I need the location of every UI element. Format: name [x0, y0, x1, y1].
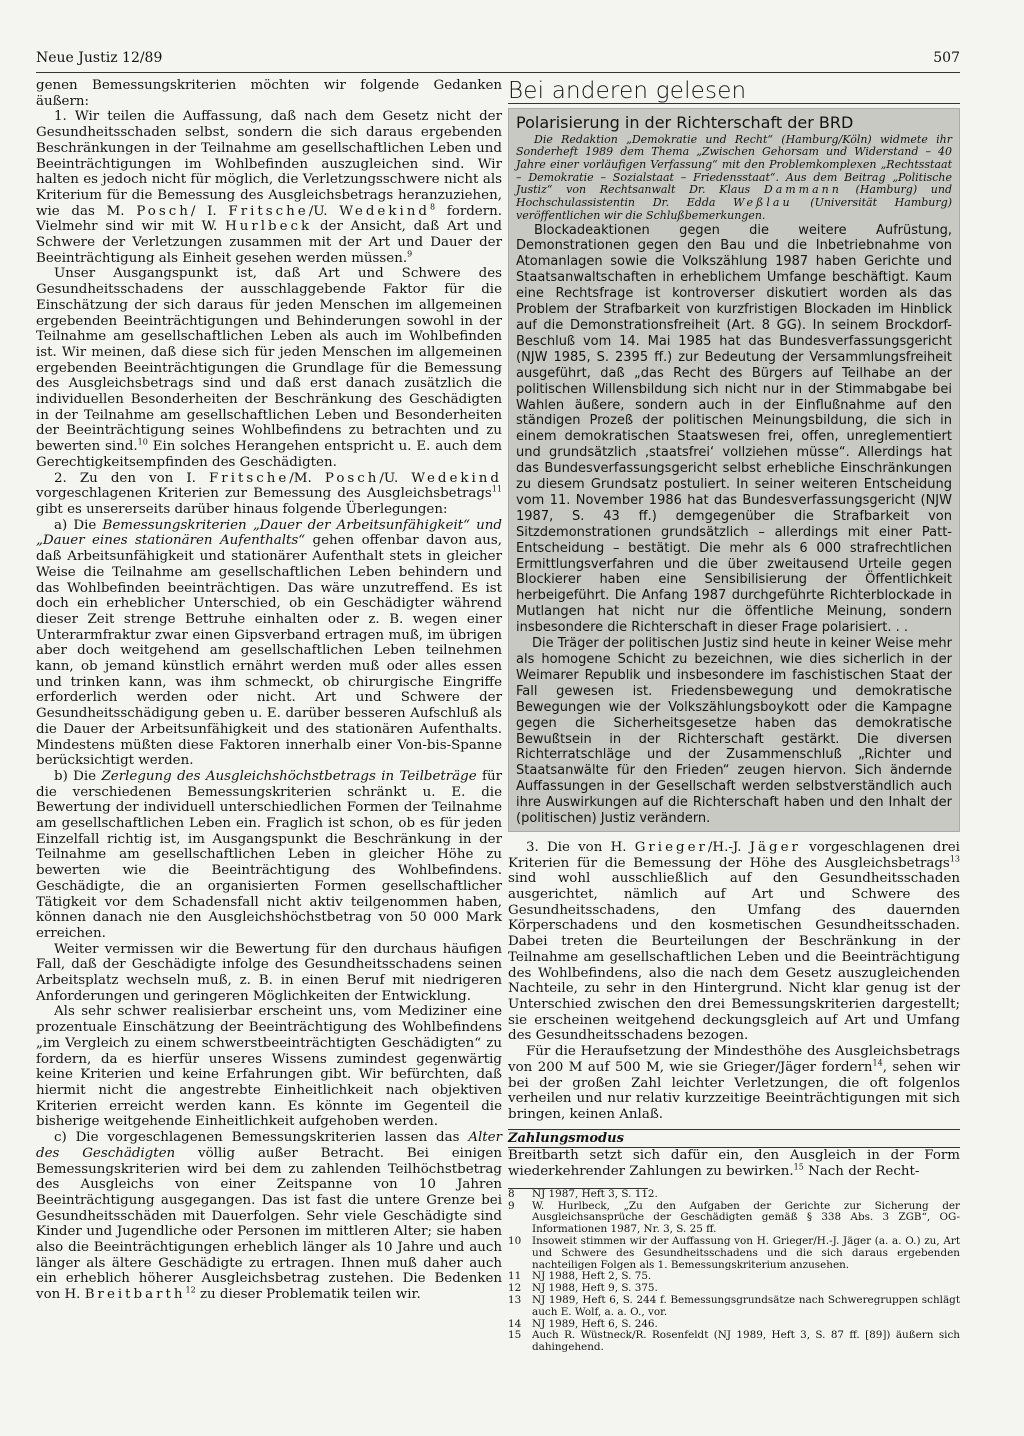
paragraph: Breitbarth setzt sich dafür ein, den Ausgleich in der Form wiederkehrender Zahlungen zu bewirken.$^{15}$ Nach der Recht- — [508, 1148, 960, 1180]
paragraph: b) Die Zerlegung des Ausgleichshöchstbetrags in Teilbeträge für die verschiedenen Bemessungskriterien schränkt u. E. die Bewertung der individuell unterschiedlichen Formen der Teilnahme am gesellschaftlichen Leben ein. Fraglich ist schon, ob es für jeden Einzelfall richtig ist, im Ausgangspunkt die Beschränkung in der Teilnahme am gesellschaftlichen Leben in gleicher Höhe zu bewerten wie die Beeinträchtigung des Wohlbefindens. Geschädigte, die an organisierten Formen gesellschaftlicher Tätigkeit vor dem Schadensfall nicht aktiv teilgenommen haben, können danach nie den Ausgleichshöchstbetrag von 50 000 Mark erreichen. — [36, 768, 502, 941]
paragraph: genen Bemessungskriterien möchten wir folgende Gedanken äußern: — [36, 78, 502, 109]
footnote-text: Insoweit stimmen wir der Auffassung von H. Grieger/H.-J. Jäger (a. a. O.) zu, Art und Schwere des Gesundheitsschadens und die sich daraus ergebenden nachteiligen Folgen als 1. Bemessungskriterium anzusehen. — [532, 1234, 960, 1271]
footnote-ref: 11 — [491, 484, 502, 494]
author-name: Wedekind — [411, 470, 502, 486]
quoted-excerpt-box — [508, 108, 960, 832]
footnote-number: 11 — [508, 1270, 522, 1283]
footnote — [508, 1189, 960, 1201]
paragraph: Als sehr schwer realisierbar erscheint uns, vom Mediziner eine prozentuale Einschätzung der Beeinträchtigung des Wohlbefindens „im Vergleich zu einem schwerstbeeinträchtigten Geschädigten“ zu fordern, da es hierfür unseres Wissens zumindest gegenwärtig keine Kriterien und keine Erfahrungen gibt. Wir befürchten, daß hiermit nicht die angestrebte Einheitlichkeit nach objektiven Kriterien erreicht werden kann. Es könnte im Gegenteil die bisherige weitgehende Einheitlichkeit aufgehoben werden. — [36, 1004, 502, 1130]
footnote — [508, 1201, 960, 1236]
subheading-zahlungsmodus: Zahlungsmodus — [508, 1129, 960, 1149]
footnote-text: Auch R. Wüstneck/R. Rosenfeldt (NJ 1989, Heft 3, S. 87 ff. [89]) äußern sich dahingehend. — [532, 1329, 960, 1354]
paragraph: 2. Zu den von I. Fritsche/M. Posch/U. Wedekind vorgeschlagenen Kriterien zur Bemessung des Ausgleichsbetrags$^{11}$ gibt es unsererseits darüber hinaus folgende Überlegungen: — [36, 470, 502, 517]
journal-issue: Neue Justiz 12/89 — [36, 50, 163, 66]
excerpt-intro: Die Redaktion „Demokratie und Recht“ (Hamburg/Köln) widmete ihr Sonderheft 1989 dem Thema „Zwischen Gehorsam und Widerstand – 40 Jahre einer vorläufigen Verfassung“ mit den Problemkomplexen „Rechtsstaat – Demokratie – Sozialstaat – Friedensstaat“. Aus dem Beitrag „Politische Justiz“ von Rechtsanwalt Dr. Klaus Dammann (Hamburg) und Hochschulassistentin Dr. Edda Weßlau (Universität Hamburg) veröffentlichen wir die Schlußbemerkungen. — [516, 132, 953, 222]
footnote — [508, 1236, 960, 1271]
footnote-text: NJ 1988, Heft 9, S. 375. — [532, 1282, 658, 1295]
author-name: Jäger — [749, 839, 801, 855]
footnote-text: NJ 1988, Heft 2, S. 75. — [532, 1270, 652, 1283]
footnote-number: 15 — [508, 1329, 522, 1342]
page-number: 507 — [933, 50, 960, 66]
footnotes — [508, 1189, 960, 1354]
author-name: Fritsche — [228, 203, 309, 219]
footnote-ref: 8 — [429, 202, 436, 212]
right-column — [508, 78, 960, 1354]
section-title: Bei anderen gelesen — [508, 84, 960, 104]
footnote — [508, 1295, 960, 1319]
footnote-number: 8 — [508, 1187, 515, 1200]
footnote-ref: 10 — [137, 437, 148, 447]
footnote-ref: 12 — [185, 1285, 196, 1295]
footnote-number: 13 — [508, 1293, 522, 1306]
page-header — [36, 48, 960, 73]
footnote-text: NJ 1989, Heft 6, S. 246. — [532, 1317, 658, 1330]
excerpt-paragraph: Blockadeaktionen gegen die weitere Aufrüstung, Demonstrationen gegen den Bau und die Inbetriebnahme von Atomanlagen sowie die Volkszählung 1987 haben Gerichte und Staatsanwaltschaften in erheblichem Umfange beschäftigt. Kaum eine Rechtsfrage ist kontroverser diskutiert worden als das Problem der Strafbarkeit von kurzfristigen Blockaden im Hinblick auf die Demonstrationsfreiheit (Art. 8 GG). In seinem Brockdorf-Beschluß vom 14. Mai 1985 hat das Bundesverfassungsgericht (NJW 1985, S. 2395 ff.) zur Bedeutung der Versammlungsfreiheit ausgeführt, daß „das Recht des Bürgers auf Teilhabe an der politischen Willensbildung sich nicht nur in der Stimmabgabe bei Wahlen äußere, sondern auch in der Einflußnahme auf den ständigen Prozeß der politischen Meinungsbildung, die sich in einem demokratischen Staatswesen frei, offen, unreglementiert und grundsätzlich ‚staatsfrei‘ vollziehen müsse“. Allerdings hat das Bundesverfassungsgericht selbst erhebliche Einschränkungen zu diesem Grundsatz postuliert. In seiner weiteren Entscheidung vom 11. November 1986 hat das Bundesverfassungsgericht (NJW 1987, S. 43 ff.) demgegenüber die Strafbarkeit von Sitzdemonstrationen grundsätzlich – allerdings mit einer Patt-Entscheidung – bestätigt. Die mehr als 6 000 strafrechtlichen Ermittlungsverfahren und die über zweitausend Urteile gegen Blockierer haben eine Sensibilisierung der Öffentlichkeit herbeigeführt. Die Anfang 1987 durchgeführte Richterblockade in Mutlangen hat nicht nur die öffentliche Meinung, sondern insbesondere die Richterschaft in dieser Frage polarisiert. . . — [516, 222, 952, 636]
author-name: Grieger — [634, 839, 708, 855]
author-name: Breitbarth — [84, 1287, 186, 1303]
paragraph: Unser Ausgangspunkt ist, daß Art und Schwere des Gesundheitsschadens der ausschlaggebende Faktor für die Einschätzung der sich daraus für jeden Menschen im allgemeinen ergebenden Beeinträchtigungen und Behinderungen sowohl in der Teilnahme am gesellschaftlichen Leben als auch im Wohlbefinden ist. Wir meinen, daß diese sich für jeden Menschen im allgemeinen ergebenden Beeinträchtigungen die Grundlage für die Bemessung des Ausgleichsbetrags sind und daß erst danach zusätzlich die individuellen Besonderheiten der Beschränkung des Geschädigten in der Teilnahme am gesellschaftlichen Leben und Besonderheiten der Beeinträchtigung seines Wohlbefindens zu betrachten und zu bewerten sind.$^{10}$ Ein solches Herangehen entspricht u. E. auch dem Gerechtigkeitsempfinden des Geschädigten. — [36, 266, 503, 470]
footnote-text: W. Hurlbeck, „Zu den Aufgaben der Gerichte zur Sicherung der Ausgleichsansprüche der Geschädigten gemäß § 338 Abs. 3 ZGB“, OG-Informationen 1987, Nr. 3, S. 25 ff. — [532, 1199, 960, 1236]
footnote-number: 9 — [508, 1199, 515, 1212]
paragraph: Weiter vermissen wir die Bewertung für den durchaus häufigen Fall, daß der Geschädigte infolge des Gesundheitsschadens seinen Arbeitsplatz wechseln muß, z. B. in einen Beruf mit niedrigeren Anforderungen und geringeren Möglichkeiten der Entwicklung. — [36, 941, 502, 1004]
paragraph: 3. Die von H. Grieger/H.-J. Jäger vorgeschlagenen drei Kriterien für die Bemessung der Höhe des Ausgleichsbetrags$^{13}$ sind wohl ausschließlich auf den Gesundheitsschaden ausgerichtet, nämlich auf Art und Schwere des Gesundheitsschadens, den Umfang des dauernden Körperschadens und den kosmetischen Gesundheitsschaden. Dabei treten die Beurteilungen der Beschränkung in der Teilnahme am gesellschaftlichen Leben und die Beeinträchtigung des Wohlbefindens, also die nach dem Gesetz auszugleichenden Nachteile, zu sehr in den Hintergrund. Nicht klar genug ist der Unterschied zwischen den drei Bemessungskriterien dargestellt; sie erscheinen weitgehend deckungsgleich auf Art und Umfang des Gesundheitsschadens bezogen. — [508, 839, 960, 1044]
author-name: Posch — [324, 470, 380, 486]
footnote-number: 10 — [508, 1234, 522, 1247]
article-continuation — [508, 840, 960, 1123]
left-column — [36, 78, 502, 1303]
footnote-ref: 15 — [793, 1162, 804, 1172]
footnote-number: 12 — [508, 1282, 522, 1295]
author-name: Fritsche — [209, 470, 290, 486]
paragraph: 1. Wir teilen die Auffassung, daß nach dem Gesetz nicht der Gesundheitsschaden selbst, sondern die sich daraus ergebenden Beschränkungen in der Teilnahme am gesellschaftlichen Leben und Beeinträchtigungen im Wohlbefinden auszugleichen sind. Wir halten es jedoch nicht für möglich, die Verletzungsschwere nicht als Kriterium für die Bemessung des Ausgleichsbetrags heranzuziehen, wie das M. Posch/ I. Fritsche/U. Wedekind$^8$ fordern. Vielmehr sind wir mit W. Hurlbeck der Ansicht, daß Art und Schwere der Verletzungen zusammen mit der Art und Dauer der Beeinträchtigung als Einheit gesehen werden müssen.$^9$ — [36, 109, 502, 266]
footnote-ref: 14 — [872, 1058, 883, 1068]
footnote-text: NJ 1987, Heft 3, S. 112. — [532, 1187, 658, 1200]
footnote — [508, 1330, 960, 1354]
paragraph: a) Die Bemessungskriterien „Dauer der Arbeitsunfähigkeit“ und „Dauer eines stationären Aufenthalts“ gehen offenbar davon aus, daß Arbeitsunfähigkeit und stationärer Aufenthalt stets in gleicher Weise die Teilnahme am gesellschaftlichen Leben behindern und das Wohlbefinden beeinträchtigen. Das wäre unzutreffend. Es ist doch ein erheblicher Unterschied, ob ein Geschädigter während dieser Zeit strenge Bettruhe einhalten oder z. B. wegen einer Unterarmfraktur zwar einen Gipsverband ertragen muß, im übrigen aber doch weitgehend am gesellschaftlichen Leben teilnehmen kann, ob jemand künstlich ernährt werden muß oder alles essen und trinken kann, was ihm schmeckt, ob chirurgische Eingriffe erforderlich werden oder nicht. Art und Schwere der Gesundheitsschädigung geben u. E. darüber besseren Aufschluß als die Dauer der Arbeitsunfähigkeit und des stationären Aufenthalts. Mindestens müßten diese Faktoren innerhalb einer Von-bis-Spanne berücksichtigt werden. — [36, 517, 502, 769]
footnote-ref: 13 — [949, 854, 960, 864]
paragraph: c) Die vorgeschlagenen Bemessungskriterien lassen das Alter des Geschädigten völlig außer Betracht. Bei einigen Bemessungskriterien wird bei dem zu zahlenden Teilhöchstbetrag des Ausgleichs von einer Zeitspanne von 10 Jahren Beeinträchtigung ausgegangen. Das ist fast die untere Grenze bei Gesundheitsschäden mit Dauerfolgen. Sehr viele Geschädigte sind Kinder und Jugendliche oder Personen im mittleren Alter; sie haben also die Beeinträchtigungen erheblich länger als 10 Jahre und auch länger als ältere Geschädigte zu ertragen. Ihnen muß daher auch ein erheblich höherer Ausgleichsbetrag zustehen. Die Bedenken von H. Breitbarth$^{12}$ zu dieser Problematik teilen wir. — [36, 1130, 502, 1303]
footnote-number: 14 — [508, 1317, 522, 1330]
footnote-ref: 9 — [407, 249, 413, 259]
footnote-text: NJ 1989, Heft 6, S. 244 f. Bemessungsgrundsätze nach Schweregruppen schlägt auch E. Wolf, a. a. O., vor. — [532, 1293, 960, 1318]
excerpt-paragraph: Die Träger der politischen Justiz sind heute in keiner Weise mehr als homogene Schicht zu bezeichnen, wie dies sicherlich in der Weimarer Republik und insbesondere im faschistischen Staat der Fall gewesen ist. Friedensbewegung und demokratische Bewegungen wie der Volkszählungsboykott oder die Kampagne gegen die Sicherheitsgesetze haben das demokratische Bewußtsein in der Richterschaft gestärkt. Die diversen Richterratschläge und der Zusammenschluß „Richter und Staatsanwälte für den Frieden“ zeugen hiervon. Sich ändernde Auffassungen in der Gesellschaft werden selbstverständlich auch ihre Auswirkungen auf die Richterschaft haben und den Inhalt der (politischen) Justiz verändern. — [516, 636, 952, 827]
author-name: Posch — [136, 203, 191, 219]
author-name: Hurlbeck — [225, 219, 313, 235]
excerpt-title: Polarisierung in der Richterschaft der BRD — [516, 112, 854, 132]
author-name: Wedekind — [339, 203, 430, 219]
paragraph: Für die Heraufsetzung der Mindesthöhe des Ausgleichsbetrags von 200 M auf 500 M, wie sie Grieger/Jäger fordern$^{14}$, sehen wir bei der großen Zahl leichter Verletzungen, die oft folgenlos verheilen und nur relativ kurzzeitige Beeinträchtigungen mit sich bringen, keinen Anlaß. — [508, 1044, 960, 1122]
